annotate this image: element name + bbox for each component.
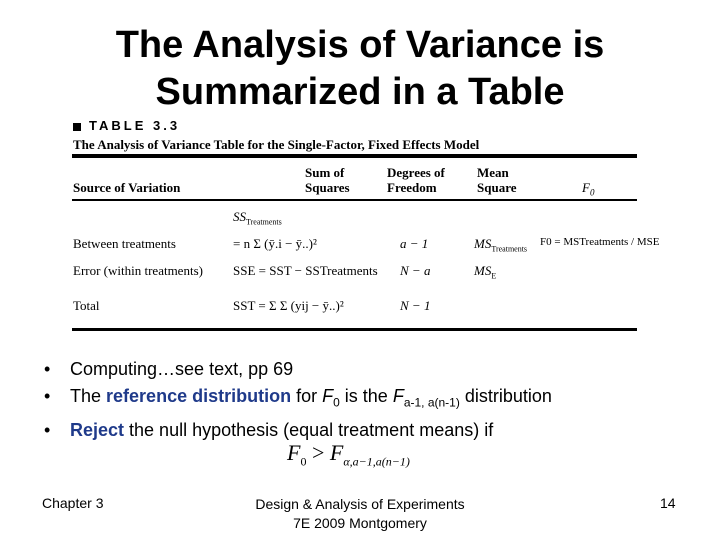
row-between-source: Between treatments (73, 236, 176, 251)
bullet-dot-icon: • (44, 419, 51, 440)
header-df-line-2: Freedom (387, 180, 437, 195)
bullet-fa-sub: a-1, a(n-1) (403, 395, 460, 410)
header-f0 (582, 180, 594, 201)
square-bullet-icon (73, 123, 81, 131)
footer-center-line-1: Design & Analysis of Experiments (255, 496, 465, 512)
header-f0-sub: 0 (589, 187, 595, 198)
ss-treatments-sub: Treatments (246, 217, 282, 227)
bullet-item (44, 356, 552, 383)
row-between-ss-label (233, 209, 282, 227)
header-df-line-1: Degrees of (387, 165, 445, 180)
formula-operator: > (311, 440, 325, 465)
bullet-dot-icon: • (44, 359, 51, 379)
header-f0-letter: F (582, 180, 590, 195)
rejection-formula (287, 440, 410, 469)
row-between-df: a − 1 (400, 236, 429, 251)
table-caption (73, 118, 180, 133)
ms-e-letters: MS (474, 263, 492, 278)
bullet-list (44, 356, 552, 444)
header-ms-line-2: Square (477, 180, 517, 195)
footer-center (240, 495, 480, 533)
bullet-text: Computing…see text, pp 69 (70, 359, 294, 379)
row-error-ss-formula: SSE = SST − SSTreatments (233, 263, 378, 278)
ss-letters: SS (233, 209, 246, 224)
table-subtitle: The Analysis of Variance Table for the Single-Factor, Fixed Effects Model (73, 137, 480, 152)
slide-title (0, 22, 720, 116)
slide-title-line-2: Summarized in a Table (155, 71, 565, 113)
formula-lhs: F (287, 440, 301, 465)
bullet-text-post: the null hypothesis (equal treatment means) if (124, 419, 494, 440)
ms-treatments-sub: Treatments (491, 244, 528, 254)
bullet-f-sub: 0 (333, 395, 340, 410)
formula-rhs: F (329, 440, 344, 465)
bullet-item (44, 383, 552, 417)
header-ss-line-2: Squares (305, 180, 350, 195)
bullet-highlight: reference distribution (106, 386, 292, 406)
ms-e-sub: E (491, 271, 497, 281)
bullet-text-post: distribution (459, 386, 552, 406)
table-bottom-rule (72, 328, 637, 331)
formula-rhs-sub: α,a−1,a(n−1) (343, 454, 410, 469)
row-between-f: F0 = MSTreatments / MSE (540, 236, 660, 248)
header-ms-line-1: Mean (477, 165, 509, 180)
row-error-df: N − a (400, 263, 431, 278)
slide-title-line-1: The Analysis of Variance is (115, 24, 605, 66)
bullet-fa: F (392, 386, 404, 406)
bullet-f: F (322, 386, 334, 406)
header-ss-line-1: Sum of (305, 165, 345, 180)
page-number: 14 (660, 495, 676, 511)
row-between-ss-formula: = n Σ (ȳ.i − ȳ..)² (233, 236, 317, 251)
bullet-dot-icon: • (44, 386, 51, 406)
table-top-rule (72, 154, 637, 158)
table-header-rule (72, 199, 637, 201)
row-total-source: Total (73, 298, 100, 313)
bullet-highlight: Reject (70, 419, 125, 440)
formula-lhs-sub: 0 (300, 454, 307, 469)
row-error-ms (474, 263, 496, 281)
bullet-text-mid2: is the (339, 386, 393, 406)
header-source: Source of Variation (73, 180, 181, 195)
ms-letters: MS (474, 236, 492, 251)
row-between-ms (474, 236, 527, 254)
bullet-text-mid: for (291, 386, 323, 406)
row-total-ss-formula: SST = Σ Σ (yij − ȳ..)² (233, 298, 344, 313)
table-caption-text: TABLE 3.3 (89, 118, 181, 133)
row-total-df: N − 1 (400, 298, 431, 313)
footer-chapter: Chapter 3 (42, 495, 104, 511)
row-error-source: Error (within treatments) (73, 263, 203, 278)
footer-center-line-2: 7E 2009 Montgomery (293, 515, 427, 531)
bullet-text-pre: The (70, 386, 107, 406)
